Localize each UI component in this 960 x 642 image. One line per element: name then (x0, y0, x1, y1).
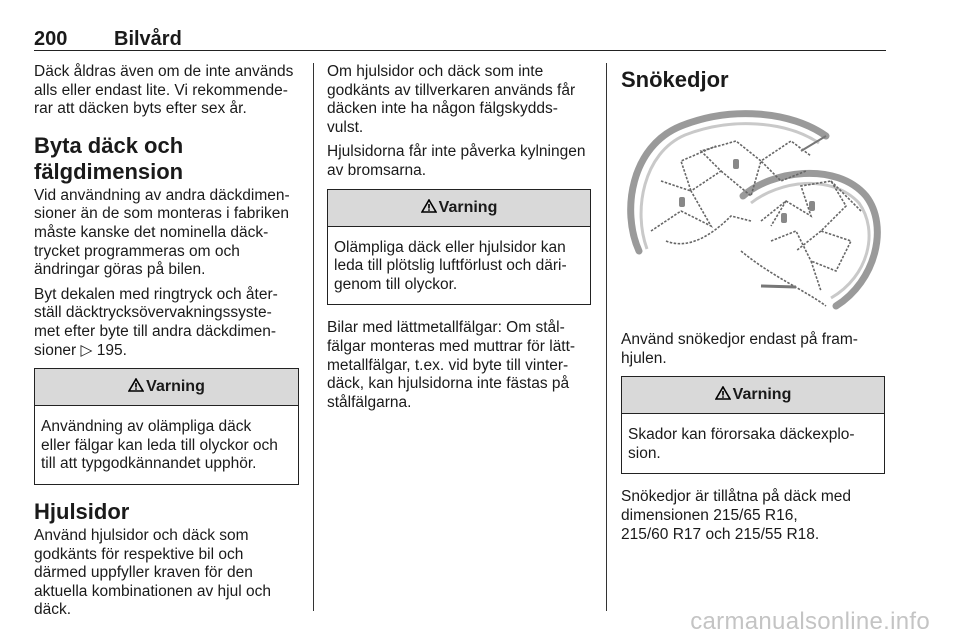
column-3 (621, 63, 885, 550)
warning-header: Varning (35, 369, 298, 406)
unapproved-covers-paragraph: Om hjulsidor och däck som inte godkänts av tillverkaren används får däcken inte ha någon fälgskydds- vulst. (327, 63, 576, 136)
page-number: 200 (34, 28, 68, 50)
page-title: Bilvård (114, 28, 182, 50)
warning-text: Olämpliga däck eller hjulsidor kan leda till plötslig luftförlust och däri- genom till olyckor. (334, 238, 567, 293)
column-1 (34, 63, 299, 626)
front-wheels-paragraph: Använd snökedjor endast på fram- hjulen. (621, 331, 858, 367)
column-divider-1 (313, 63, 314, 611)
section-heading-tire-change: Byta däck och fälgdimension (34, 132, 184, 184)
warning-box-3 (621, 376, 885, 474)
warning-header: Varning (328, 190, 590, 227)
warning-header: Varning (622, 377, 884, 414)
warning-text: Användning av olämpliga däck eller fälgar kan leda till olyckor och till att typgodkännandet upphör. (41, 418, 278, 473)
warning-triangle-icon (128, 378, 144, 392)
page-header (34, 26, 886, 51)
warning-text: Skador kan förorsaka däckexplo- sion. (628, 426, 855, 462)
alloy-wheels-paragraph: Bilar med lättmetallfälgar: Om stål- fälgar monteras med muttrar för lätt- metallfälgar, t.ex. vid byte till vinter- däck, kan hjulsidorna inte fästas på stålfälgarna. (327, 319, 576, 411)
allowed-dimensions-paragraph: Snökedjor är tillåtna på däck med dimensionen 215/65 R16, 215/60 R17 och 215/55 R18. (621, 488, 852, 543)
warning-box-2 (327, 189, 591, 306)
wheel-covers-paragraph: Använd hjulsidor och däck som godkänts för respektive bil och därmed uppfyller kraven för den aktuella kombinationen av hjul och däck. (34, 526, 271, 619)
page-reference-arrow-icon: ▷ (80, 341, 93, 359)
warning-triangle-icon (421, 199, 437, 213)
page-reference-link[interactable]: 195. (96, 341, 127, 359)
tire-dimension-paragraph: Vid användning av andra däckdimen- sioner än de som monteras i fabriken måste kanske det nominella däck- trycket programmeras om och ändringar göras på bilen. (34, 186, 290, 279)
section-heading-snow-chains: Snökedjor (621, 67, 729, 92)
tire-aging-paragraph: Däck åldras även om de inte används alls eller endast lite. Vi rekommende- rar att däcken byts efter sex år. (34, 63, 294, 118)
watermark: carmanualsonline.info (690, 608, 930, 635)
snow-chain-illustration (621, 101, 885, 313)
warning-triangle-icon (715, 386, 731, 400)
brake-cooling-paragraph: Hjulsidorna får inte påverka kylningen av bromsarna. (327, 143, 586, 179)
warning-box-1 (34, 368, 299, 485)
column-2 (327, 63, 591, 418)
section-heading-wheel-covers: Hjulsidor (34, 498, 130, 524)
decal-paragraph: Byt dekalen med ringtryck och åter- ställ däcktrycksövervakningssyste- met efter byte till andra däckdimen- sioner ▷ 195. (34, 285, 278, 359)
column-divider-2 (606, 63, 607, 611)
